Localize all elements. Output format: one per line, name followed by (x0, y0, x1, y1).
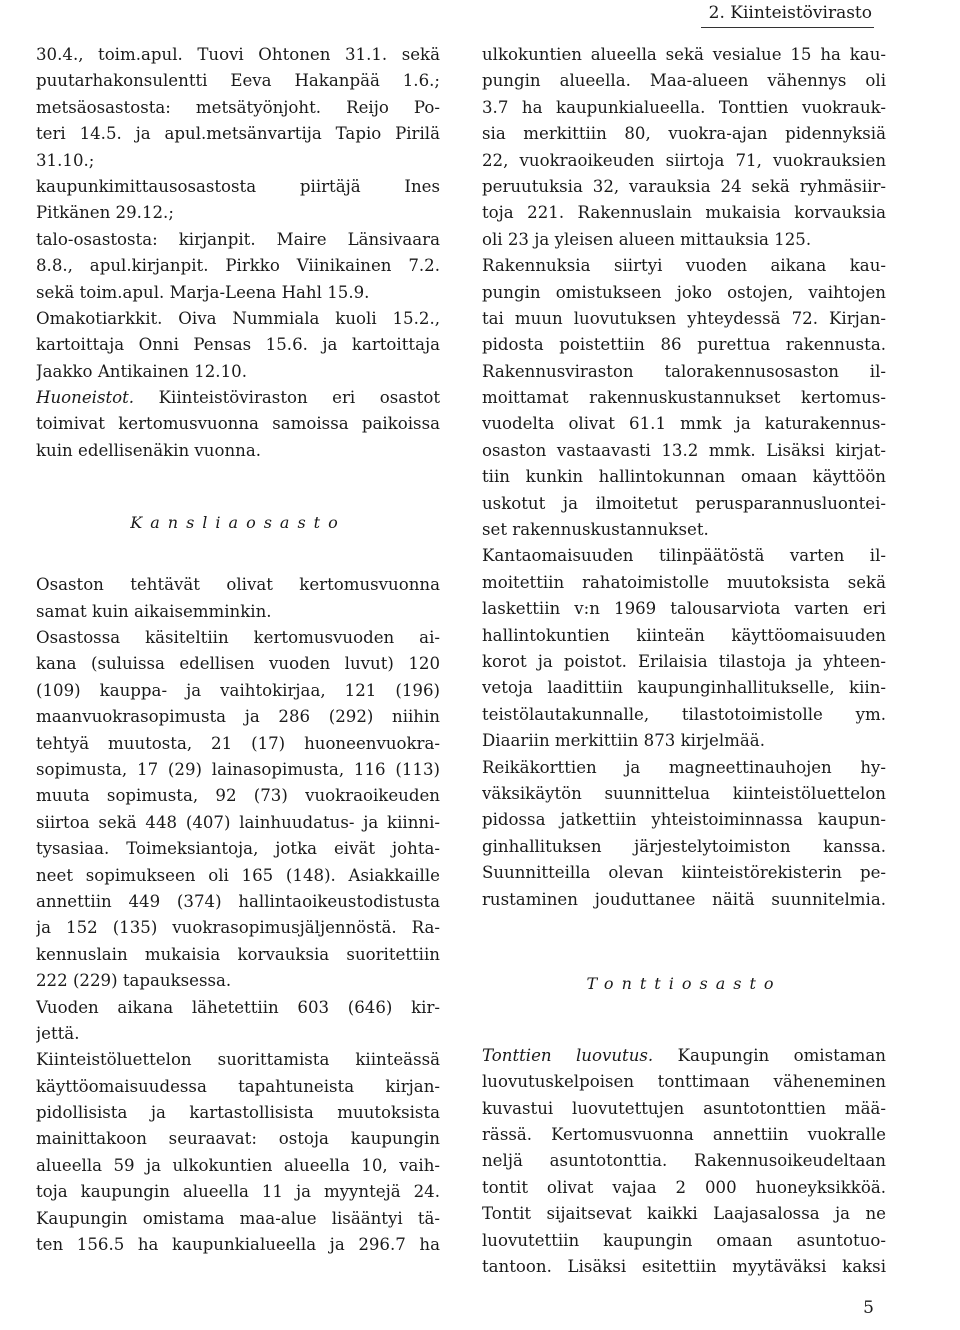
text-line: jettä. (36, 1023, 80, 1043)
duties-paragraph (36, 572, 440, 625)
text-line: uskotut ja ilmoitetut perusparannusluontei- (482, 493, 886, 513)
text-line: väksikäytön suunnittelua kiinteistöluettelon (482, 783, 886, 803)
text-line: luovutettiin kaupungin omaan asuntotuo- (482, 1230, 886, 1250)
text-line: moittamat rakennuskustannukset kertomus- (482, 388, 886, 408)
text-line: siirtoa sekä 448 (407) lainhuudatus- ja kiinni- (36, 812, 440, 832)
text-line: hallintokuntien kiinteän käyttöomaisuuden (482, 625, 886, 645)
text-line (482, 1043, 886, 1069)
paragraph-lead: Huoneistot. (36, 388, 135, 408)
text-line: rustaminen jouduttanee näitä suunnitelmia. (482, 889, 886, 909)
text-line: mainittakoon seuraavat: ostoja kaupungin (36, 1129, 440, 1149)
text-line: puutarhakonsulentti Eeva Hakanpää 1.6.; (36, 71, 440, 91)
text-line: kuvastui luovutettujen asuntotonttien mää- (482, 1098, 886, 1118)
text-line: maanvuokrasopimusta ja 286 (292) niihin (36, 707, 440, 727)
text-line: tiin kunkin hallintokunnan omaan käyttöön (482, 467, 886, 487)
text-line: Kaupungin omistama maa-alue lisääntyi tä- (36, 1208, 440, 1228)
land-area-paragraph (482, 42, 886, 253)
contracts-paragraph (36, 625, 440, 994)
text-line: vetoja laadittiin kaupunginhallitukselle, kiin- (482, 678, 886, 698)
text-line: ja 152 (135) vuokrasopimusjäljennöstä. Ra- (36, 918, 440, 938)
text-line: tysasiaa. Toimeksiantoja, jotka eivät johta- (36, 839, 440, 859)
text-line: Jaakko Antikainen 12.10. (36, 361, 247, 381)
paragraph-text: Kiinteistöviraston eri osastot (158, 388, 440, 408)
text-line: kaupunkimittausosastosta piirtäjä Ines (36, 176, 440, 196)
buildings-paragraph (482, 253, 886, 543)
text-line: oli 23 ja yleisen alueen mittauksia 125. (482, 229, 812, 249)
text-line: metsäosastosta: metsätyönjoht. Reijo Po- (36, 97, 440, 117)
text-line: toja 221. Rakennuslain mukaisia korvauksia (482, 203, 886, 223)
staff-changes-paragraph (36, 42, 440, 385)
text-line: luovutuskelpoisen tonttimaan väheneminen (482, 1072, 886, 1092)
page-number: 5 (863, 1298, 874, 1318)
text-line: vuodelta olivat 61.1 mmk ja katurakennus- (482, 414, 886, 434)
text-line: Vuoden aikana lähetettiin 603 (646) kir- (36, 997, 440, 1017)
text-line: Tontit sijaitsevat kaikki Laajasalossa ja ne (482, 1204, 886, 1224)
text-line: samat kuin aikaisemminkin. (36, 601, 272, 621)
text-line: teistölautakunnalle, tilastotoimistolle ym. (482, 704, 886, 724)
text-line (36, 385, 440, 411)
section-heading-kansliaosasto: Kansliaosasto (130, 513, 346, 533)
punch-cards-paragraph (482, 755, 886, 913)
text-line: laskettiin v:n 1969 talousarviota varten eri (482, 599, 886, 619)
left-column (36, 42, 440, 1258)
text-line: kana (suluissa edellisen vuoden luvut) 120 (36, 654, 440, 674)
text-line: Osaston tehtävät olivat kertomusvuonna (36, 575, 440, 595)
text-line: pungin alueella. Maa-alueen vähennys oli (482, 71, 886, 91)
text-line: peruutuksia 32, varauksia 24 sekä ryhmäsiir- (482, 176, 886, 196)
letters-paragraph (36, 995, 440, 1048)
text-line: moitettiin rahatoimistolle muutoksista sekä (482, 572, 886, 592)
text-line: toimivat kertomusvuonna samoissa paikoissa (36, 414, 440, 434)
text-line: ginhallituksen järjestelytoimiston kanssa. (482, 836, 886, 856)
text-line: osaston vastaavasti 13.2 mmk. Lisäksi kirjat- (482, 440, 886, 460)
text-line: korot ja poistot. Erilaisia tilastoja ja yhteen- (482, 651, 886, 671)
text-line: Osastossa käsiteltiin kertomusvuoden ai- (36, 628, 440, 648)
text-line: neljä asuntotonttia. Rakennusoikeudeltaan (482, 1151, 886, 1171)
text-line: kennuslain mukaisia korvauksia suoritettiin (36, 944, 440, 964)
text-line: Omakotiarkkit. Oiva Nummiala kuoli 15.2., (36, 308, 440, 328)
text-line: tai muun luovutuksen yhteydessä 72. Kirjan- (482, 308, 886, 328)
text-line: teri 14.5. ja apul.metsänvartija Tapio Pirilä (36, 124, 440, 144)
text-line: sekä toim.apul. Marja-Leena Hahl 15.9. (36, 282, 370, 302)
text-line: tehtyä muutosta, 21 (17) huoneenvuokra- (36, 733, 440, 753)
text-line: pidossa jatkettiin yhteistoiminnassa kaupun- (482, 810, 886, 830)
huoneistot-paragraph (36, 385, 440, 464)
text-line: 222 (229) tapauksessa. (36, 971, 232, 991)
text-line: rässä. Kertomusvuonna annettiin vuokralle (482, 1125, 886, 1145)
text-line: Kiinteistöluettelon suorittamista kiinteässä (36, 1050, 440, 1070)
section-heading-tonttiosasto: Tonttiosasto (586, 973, 782, 993)
text-line: 22, vuokraoikeuden siirtoja 71, vuokrauksien (482, 150, 886, 170)
text-line: set rakennuskustannukset. (482, 520, 709, 540)
text-line: 30.4., toim.apul. Tuovi Ohtonen 31.1. sekä (36, 45, 440, 64)
text-line: ulkokuntien alueella sekä vesialue 15 ha kau- (482, 45, 886, 64)
text-line: muuta sopimusta, 92 (73) vuokraoikeuden (36, 786, 440, 806)
text-line: Kantaomaisuuden tilinpäätöstä varten il- (482, 546, 886, 566)
text-line: pungin omistukseen joko ostojen, vaihtojen (482, 282, 886, 302)
text-line: käyttöomaisuudessa tapahtuneista kirjan- (36, 1076, 440, 1096)
text-line: talo-osastosta: kirjanpit. Maire Länsivaara (36, 229, 440, 249)
text-line: 3.7 ha kaupunkialueella. Tonttien vuokrauk- (482, 97, 886, 117)
text-line: 8.8., apul.kirjanpit. Pirkko Viinikainen 7.2. (36, 256, 440, 276)
running-header: 2. Kiinteistövirasto (701, 0, 874, 28)
text-line: pidosta poistettiin 86 purettua rakennusta. (482, 335, 886, 355)
text-line: 31.10.; (36, 150, 95, 170)
register-paragraph (36, 1047, 440, 1258)
text-line: Rakennuksia siirtyi vuoden aikana kau- (482, 256, 886, 276)
text-line: Pitkänen 29.12.; (36, 203, 174, 223)
text-line: Suunnitteilla olevan kiinteistörekisterin pe- (482, 863, 886, 883)
text-line: Rakennusviraston talorakennusosaston il- (482, 361, 886, 381)
text-line: pidollisista ja kartastollisista muutoksista (36, 1103, 440, 1123)
text-line: kuin edellisenäkin vuonna. (36, 440, 262, 460)
text-line: kartoittaja Onni Pensas 15.6. ja kartoittaja (36, 335, 440, 355)
paragraph-text: Kaupungin omistaman (677, 1045, 886, 1065)
text-line: alueella 59 ja ulkokuntien alueella 10, vaih- (36, 1155, 440, 1175)
text-line: toja kaupungin alueella 11 ja myyntejä 24. (36, 1182, 440, 1202)
text-line: Diaariin merkittiin 873 kirjelmää. (482, 731, 765, 751)
text-line: sopimusta, 17 (29) lainasopimusta, 116 (113) (36, 759, 440, 779)
text-line: tantoon. Lisäksi esitettiin myytäväksi kaksi (482, 1257, 886, 1277)
text-line: (109) kauppa- ja vaihtokirjaa, 121 (196) (36, 680, 440, 700)
paragraph-lead: Tonttien luovutus. (482, 1045, 654, 1065)
text-line: sia merkittiin 80, vuokra-ajan pidennyksiä (482, 124, 886, 144)
text-line: annettiin 449 (374) hallintaoikeustodistusta (36, 891, 440, 911)
text-line: neet sopimukseen oli 165 (148). Asiakkaille (36, 865, 440, 885)
tontit-paragraph (482, 1043, 886, 1281)
text-line: ten 156.5 ha kaupunkialueella ja 296.7 ha (36, 1235, 440, 1255)
text-line: tontit olivat vajaa 2 000 huoneyksikköä. (482, 1177, 886, 1197)
accounts-paragraph (482, 543, 886, 754)
right-column (482, 42, 886, 1280)
text-line: Reikäkorttien ja magneettinauhojen hy- (482, 757, 886, 777)
